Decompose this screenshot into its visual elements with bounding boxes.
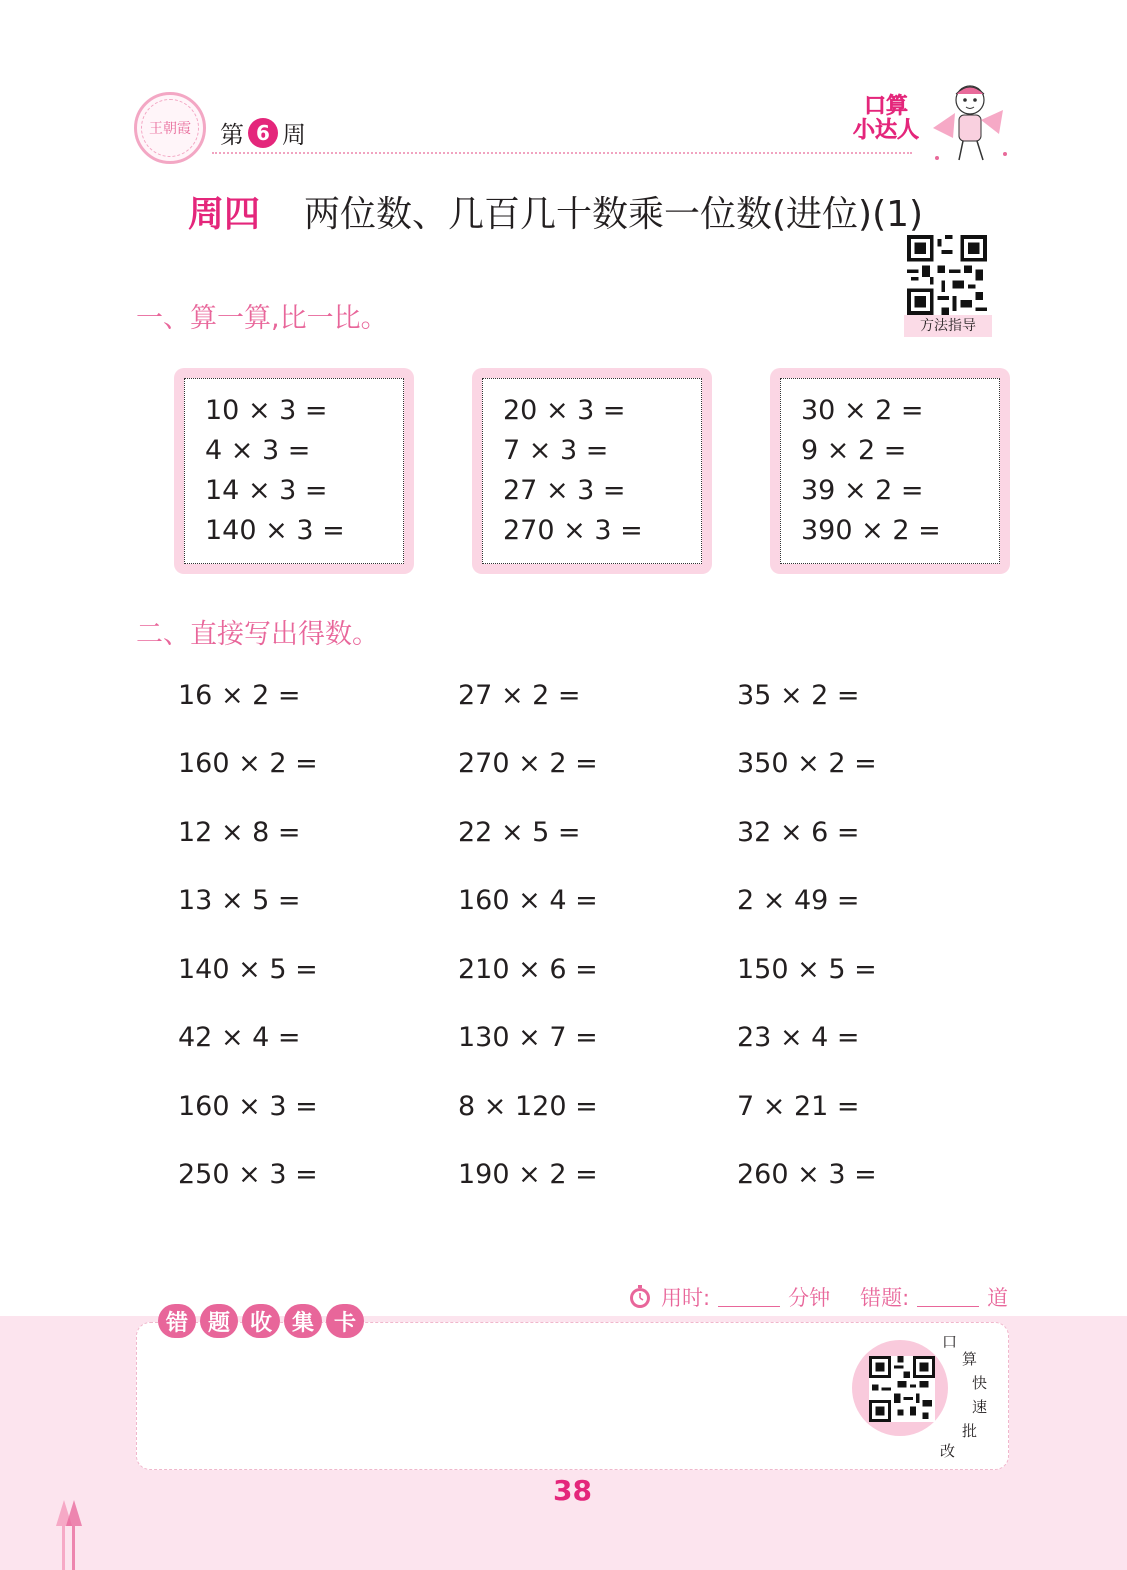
box-problem: 390 × 2 =	[801, 515, 941, 546]
compare-box-3	[770, 368, 1010, 574]
problem: 150 × 5 =	[737, 954, 877, 985]
week-label	[220, 115, 306, 150]
box-problem: 270 × 3 =	[503, 515, 643, 546]
problem: 42 × 4 =	[178, 1022, 301, 1053]
card-title-char: 题	[200, 1304, 238, 1338]
title-topic: 两位数、几百几十数乘一位数(进位)(1)	[304, 194, 924, 235]
errors-blank[interactable]	[917, 1288, 979, 1307]
title-day: 周四	[188, 194, 261, 235]
box-problem: 20 × 3 =	[503, 395, 626, 426]
problem: 13 × 5 =	[178, 885, 301, 916]
compare-box-2	[472, 368, 712, 574]
qr-side-char: 改	[940, 1442, 956, 1460]
week-number-badge: 6	[248, 118, 278, 148]
week-prefix: 第	[220, 121, 244, 149]
timer-row	[627, 1282, 1008, 1312]
brand-line-2: 小达人	[852, 118, 919, 143]
qr-side-char: 算	[962, 1350, 978, 1368]
stopwatch-icon	[627, 1284, 653, 1310]
box-problem: 39 × 2 =	[801, 475, 924, 506]
problem: 23 × 4 =	[737, 1022, 860, 1053]
box-problem: 4 × 3 =	[205, 435, 311, 466]
problem: 270 × 2 =	[458, 748, 598, 779]
problem: 12 × 8 =	[178, 817, 301, 848]
problem: 160 × 3 =	[178, 1091, 318, 1122]
page-number: 38	[553, 1474, 592, 1507]
qr-side-char: 批	[962, 1422, 978, 1440]
problem: 7 × 21 =	[737, 1091, 860, 1122]
card-title-char: 集	[284, 1304, 322, 1338]
problem: 8 × 120 =	[458, 1091, 598, 1122]
card-title	[158, 1304, 364, 1338]
compare-box-inner	[482, 378, 702, 564]
problem: 350 × 2 =	[737, 748, 877, 779]
problem: 140 × 5 =	[178, 954, 318, 985]
brand-logo	[850, 95, 922, 143]
problem: 130 × 7 =	[458, 1022, 598, 1053]
problem: 160 × 4 =	[458, 885, 598, 916]
compare-box-inner	[184, 378, 404, 564]
brand-line-1: 口算	[863, 94, 908, 119]
problem: 22 × 5 =	[458, 817, 581, 848]
quick-grading-qr-code[interactable]	[869, 1356, 935, 1422]
qr-caption: 方法指导	[904, 315, 992, 337]
time-blank[interactable]	[718, 1288, 780, 1307]
week-suffix: 周	[282, 121, 306, 149]
time-label: 用时:	[661, 1286, 711, 1310]
box-problem: 14 × 3 =	[205, 475, 328, 506]
lesson-title	[188, 186, 923, 237]
problem: 27 × 2 =	[458, 680, 581, 711]
box-problem: 30 × 2 =	[801, 395, 924, 426]
logo-text: 王朝霞	[141, 99, 199, 157]
box-problem: 7 × 3 =	[503, 435, 609, 466]
box-problem: 27 × 3 =	[503, 475, 626, 506]
problem: 210 × 6 =	[458, 954, 598, 985]
box-problem: 10 × 3 =	[205, 395, 328, 426]
qr-side-char: 速	[972, 1398, 988, 1416]
compare-box-1	[174, 368, 414, 574]
problem: 2 × 49 =	[737, 885, 860, 916]
section-2-heading: 二、直接写出得数。	[136, 619, 379, 650]
qr-side-char: 快	[972, 1374, 988, 1392]
qr-side-char: 口	[942, 1333, 958, 1351]
header-divider	[212, 152, 912, 154]
errors-label: 错题:	[860, 1286, 910, 1310]
card-title-char: 错	[158, 1304, 196, 1338]
problem: 190 × 2 =	[458, 1159, 598, 1190]
box-problem: 9 × 2 =	[801, 435, 907, 466]
box-problem: 140 × 3 =	[205, 515, 345, 546]
mascot-illustration	[925, 78, 1015, 168]
section-1-heading: 一、算一算,比一比。	[136, 303, 388, 334]
problem: 35 × 2 =	[737, 680, 860, 711]
card-title-char: 收	[242, 1304, 280, 1338]
problem: 160 × 2 =	[178, 748, 318, 779]
method-guide-qr-code[interactable]	[907, 235, 987, 315]
arrow-decoration-icon	[52, 1498, 92, 1570]
compare-box-inner	[780, 378, 1000, 564]
problem: 16 × 2 =	[178, 680, 301, 711]
errors-unit: 道	[987, 1286, 1009, 1310]
problem: 250 × 3 =	[178, 1159, 318, 1190]
minutes-label: 分钟	[788, 1286, 831, 1310]
publisher-logo	[134, 92, 206, 164]
problem: 32 × 6 =	[737, 817, 860, 848]
card-title-char: 卡	[326, 1304, 364, 1338]
problem: 260 × 3 =	[737, 1159, 877, 1190]
